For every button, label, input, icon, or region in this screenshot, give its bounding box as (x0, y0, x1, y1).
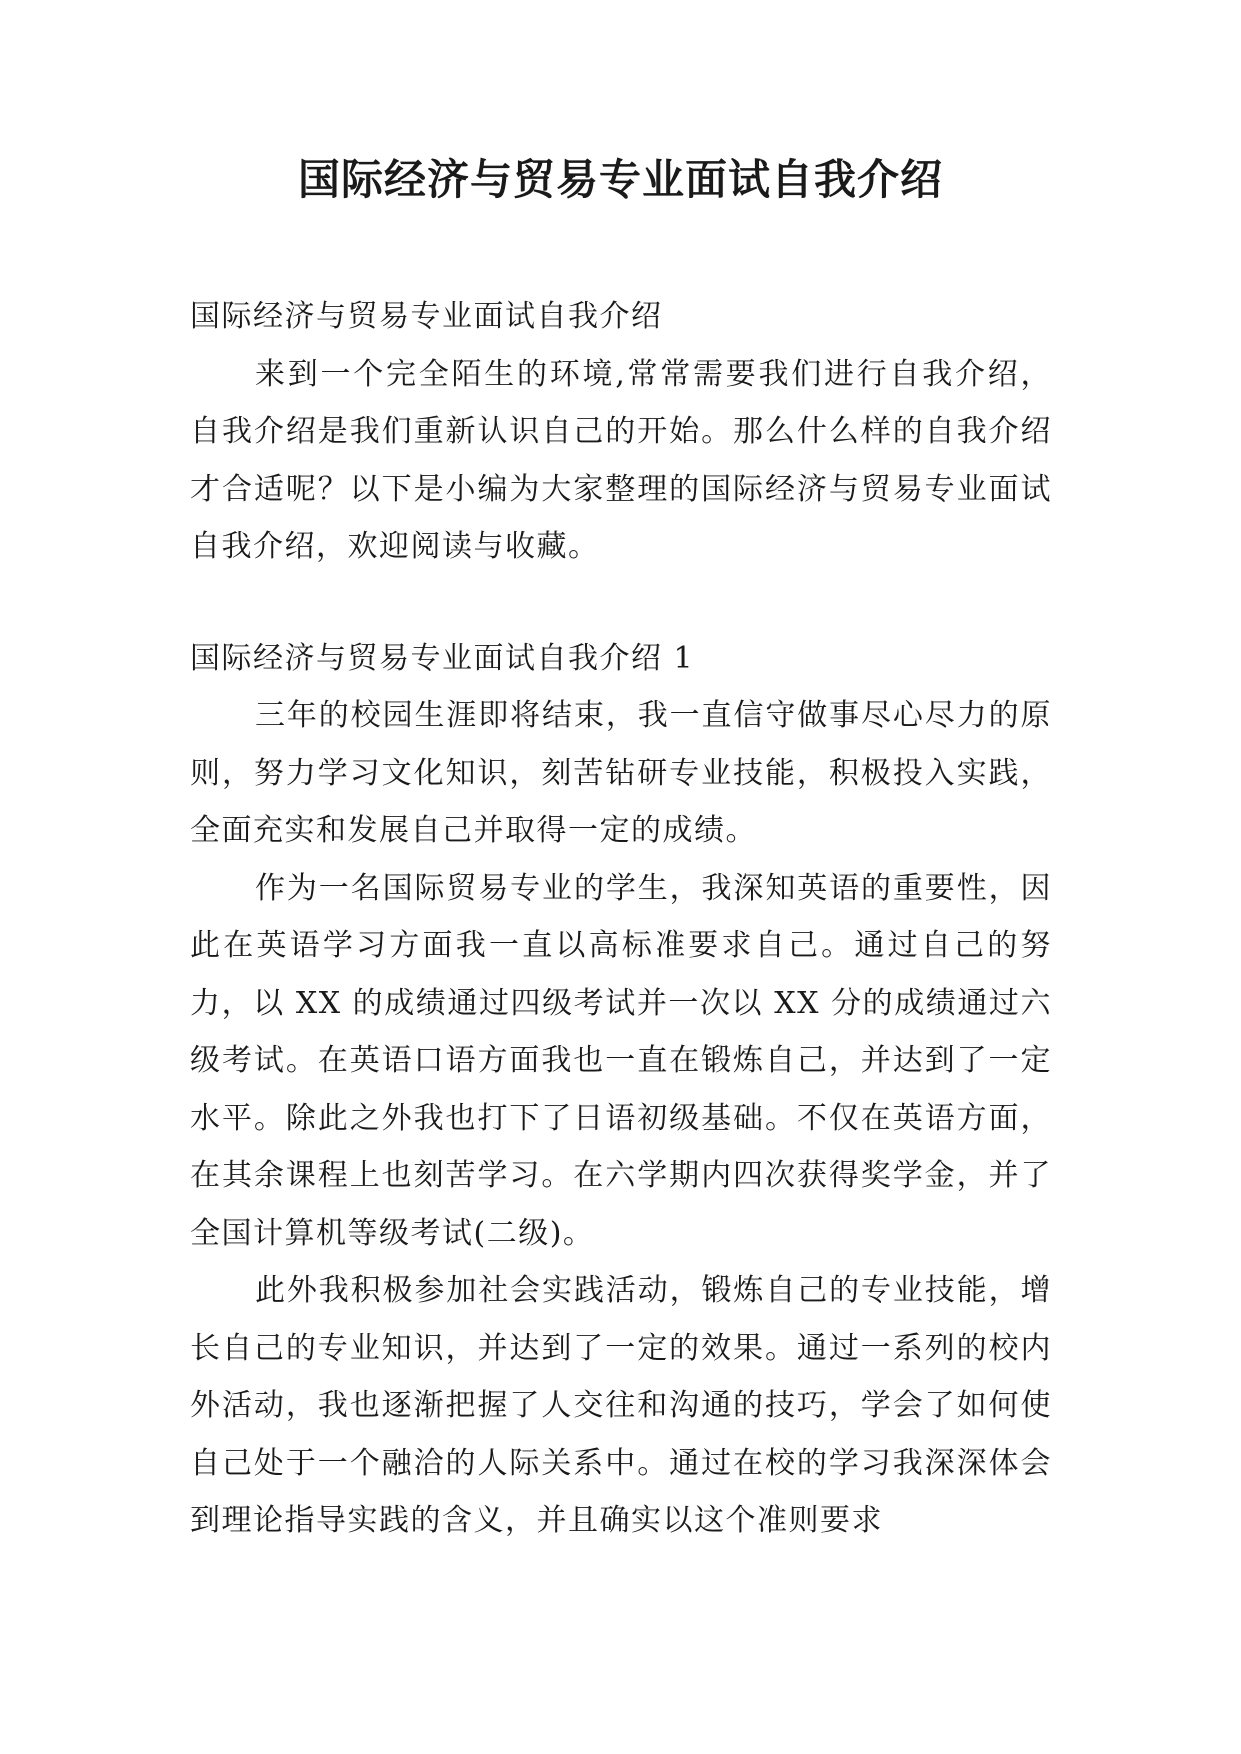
document-body (190, 288, 1052, 1550)
document-title: 国际经济与贸易专业面试自我介绍 (297, 155, 943, 204)
body-paragraph: 作为一名国际贸易专业的学生，我深知英语的重要性，因此在英语学习方面我一直以高标准要求自己。通过自己的努力，以 XX 的成绩通过四级考试并一次以 XX 分的成绩通过六级考试。在英语口语方面我也一直在锻炼自己，并达到了一定水平。除此之外我也打下了日语初级基础。不仅在英语方面，在其余课程上也刻苦学习。在六学期内四次获得奖学金，并了全国计算机等级考试(二级)。 (190, 870, 1052, 1251)
section-spacer (190, 576, 1052, 630)
body-paragraph: 三年的校园生涯即将结束，我一直信守做事尽心尽力的原则，努力学习文化知识，刻苦钻研专业技能，积极投入实践，全面充实和发展自己并取得一定的成绩。 (190, 698, 1052, 848)
intro-paragraph: 来到一个完全陌生的环境,常常需要我们进行自我介绍，自我介绍是我们重新认识自己的开始。那么什么样的自我介绍才合适呢？以下是小编为大家整理的国际经济与贸易专业面试自我介绍，欢迎阅读与收藏。 (190, 356, 1052, 564)
body-paragraph: 此外我积极参加社会实践活动，锻炼自己的专业技能，增长自己的专业知识，并达到了一定的效果。通过一系列的校内外活动，我也逐渐把握了人交往和沟通的技巧，学会了如何使自己处于一个融洽的人际关系中。通过在校的学习我深深体会到理论指导实践的含义，并且确实以这个准则要求 (190, 1273, 1052, 1538)
section-heading: 国际经济与贸易专业面试自我介绍 1 (190, 640, 695, 676)
intro-heading: 国际经济与贸易专业面试自我介绍 (190, 299, 663, 334)
